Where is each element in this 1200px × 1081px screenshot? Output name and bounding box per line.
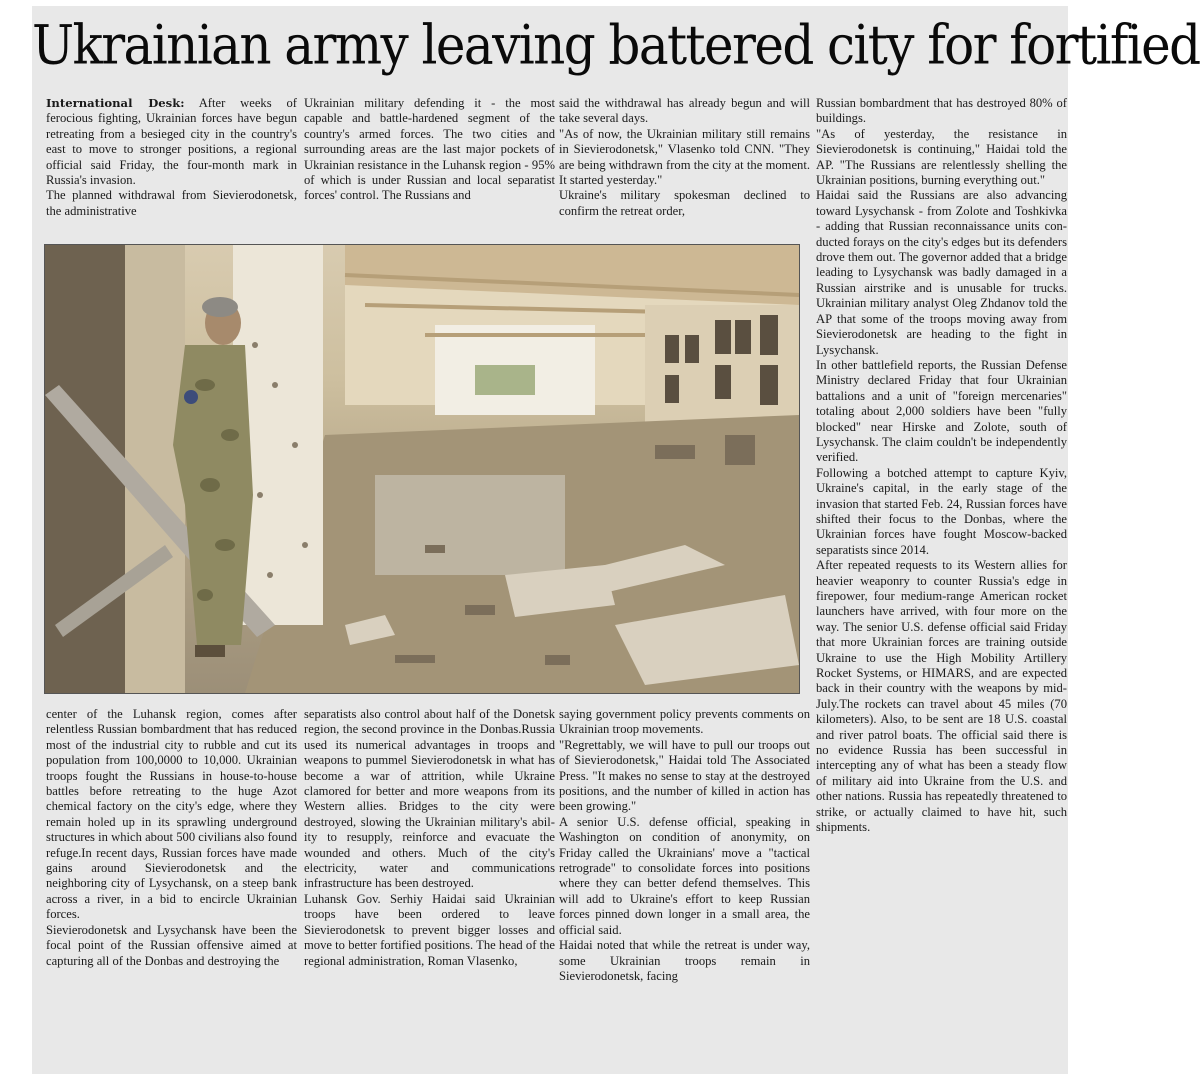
newspaper-clipping (32, 6, 1200, 1074)
paragraph: center of the Luhansk region, comes after relentless Russian bombardment that has reduced most of the industrial city to rubble and cut its population from 100,0000 to 10,000. Ukrainian troops fought the Russians in house-to-house battles before retreating to the huge Azot chemical factory on the city's edge, where they remain holed up in its sprawling underground structures in which about 500 civilians also found refuge.In recent days, Russian forces have made gains around Sievierodonetsk and the neighboring city of Lysychansk, on a steep bank across a river, in a bid to encircle Ukrainian forces. (46, 707, 297, 922)
paragraph: Luhansk Gov. Serhiy Haidai said Ukrainian troops have been ordered to leave Sievierodonetsk to prevent bigger losses and move to better fortified positions. The head of the regional administration, Roman Vlasenko, (304, 891, 555, 968)
column-1-bottom (46, 707, 297, 1067)
paragraph: Following a botched attempt to capture Kyiv, Ukraine's capital, in the early stage of the invasion that started Feb. 24, Russian forces have shifted their focus to the Donbas, where the Ukrainian forces have fought Moscow-backed separatists since 2014. (816, 465, 1067, 557)
column-4 (816, 96, 1067, 1064)
column-1-top (46, 96, 297, 246)
paragraph: The planned withdrawal from Sievierodonetsk, the administrative (46, 188, 297, 218)
headline: Ukrainian army leaving battered city for fortified (32, 13, 1200, 77)
paragraph: After repeated requests to its Western allies for heavier weaponry to counter Russia's edge in firepower, four medium-range American rocket launchers have arrived, with four more on the way. The senior U.S. defense official said Friday that more Ukrainian forces are training outside Ukraine to use the High Mobility Artillery Rocket Systems, or HIMARS, and are expected back in their country with the weapons by mid-July.The rockets can travel about 45 miles (70 kilometers). Also, to be sent are 18 U.S. coastal and river patrol boats. The official said there is no evidence Russia has been successful in intercepting any of what has been a steady flow of military aid into Ukraine from the U.S. and other nations. Russia has repeatedly threatened to strike, or actually claimed to have hit, such shipments. (816, 558, 1067, 835)
paragraph: Haidai said the Russians are also advancing toward Lysychansk - from Zolote and Toshkivka - adding that Russian reconnaissance units conducted forays on the city's edges but its defenders drove them out. The governor added that a bridge leading to Lysychansk was badly damaged in a Russian airstrike and is unusable for trucks. Ukrainian military analyst Oleg Zhdanov told the AP that some of the troops moving away from Sievierodonetsk are heading to the fight in Lysychansk. (816, 188, 1067, 357)
paragraph: Russian bombardment that has destroyed 80% of buildings. (816, 96, 1067, 126)
paragraph: Haidai noted that while the retreat is under way, some Ukrainian troops remain in Sievierodonetsk, facing (559, 938, 810, 983)
photo-icon (45, 245, 799, 693)
paragraph: In other battlefield reports, the Russian Defense Ministry declared Friday that four Ukrainian battalions and a unit of "foreign mercenaries" totaling about 2,000 soldiers have been "fully blocked" near Hirske and Zolote, south of Lysychansk. The claim couldn't be independently verified. (816, 357, 1067, 465)
paragraph-text: After weeks of ferocious fighting, Ukrainian forces have begun retreating from a besieged city in the country's east to move to stronger positions, a regional official said Friday, the four-month mark in Russia's invasion. (46, 96, 297, 188)
column-3-bottom (559, 707, 810, 1067)
news-photo (44, 244, 800, 694)
paragraph: saying government policy prevents comments on Ukrainian troop movements. (559, 707, 810, 737)
dateline: International Desk: (46, 96, 185, 110)
paragraph: "As of yesterday, the resistance in Sievierodonetsk is continuing," Haidai told the AP. "The Russians are relentlessly shelling the Ukrainian positions, burning everything out." (816, 126, 1067, 188)
column-2-bottom (304, 707, 555, 1067)
paragraph: Ukrainian military defending it - the most capable and battle-hardened segment of the country's armed forces. The two cities and surrounding areas are the last major pockets of Ukrainian resistance in the Luhansk region - 95% of which is under Russian and local separatist forces' control. The Russians and (304, 96, 555, 203)
column-3-top (559, 96, 810, 246)
paragraph: "As of now, the Ukrainian military still remains in Sievierodonetsk," Vlasenko told CNN. "They are being withdrawn from the city at the moment. It started yesterday." (559, 126, 810, 188)
column-2-top (304, 96, 555, 246)
paragraph: Ukraine's military spokesman declined to confirm the retreat order, (559, 188, 810, 218)
paragraph (46, 96, 297, 188)
paragraph: A senior U.S. defense official, speaking in Washington on condition of anonymity, on Friday called the Ukrainians' move a "tactical retrograde" to consolidate forces into positions where they can better defend themselves. This will add to Ukraine's effort to keep Russian forces pinned down longer in a small area, the official said. (559, 814, 810, 937)
paragraph: Sievierodonetsk and Lysychansk have been the focal point of the Russian offensive aimed at capturing all of the Donbas and destroying the (46, 922, 297, 968)
paragraph: "Regrettably, we will have to pull our troops out of Sievierodonetsk," Haidai told The Associated Press. "It makes no sense to stay at the destroyed positions, and the number of killed in action has been growing." (559, 737, 810, 814)
paragraph: said the withdrawal has already begun and will take several days. (559, 96, 810, 126)
paragraph: separatists also control about half of the Donetsk region, the second province in the Donbas.Russia used its numerical advantages in troops and weapons to pummel Sievierodonetsk in what has become a war of attrition, while Ukraine clamored for better and more weapons from its Western allies. Bridges to the city were destroyed, slowing the Ukrainian military's ability to resupply, reinforce and evacuate the wounded and others. Much of the city's electricity, water and communications infrastructure has been destroyed. (304, 707, 555, 891)
